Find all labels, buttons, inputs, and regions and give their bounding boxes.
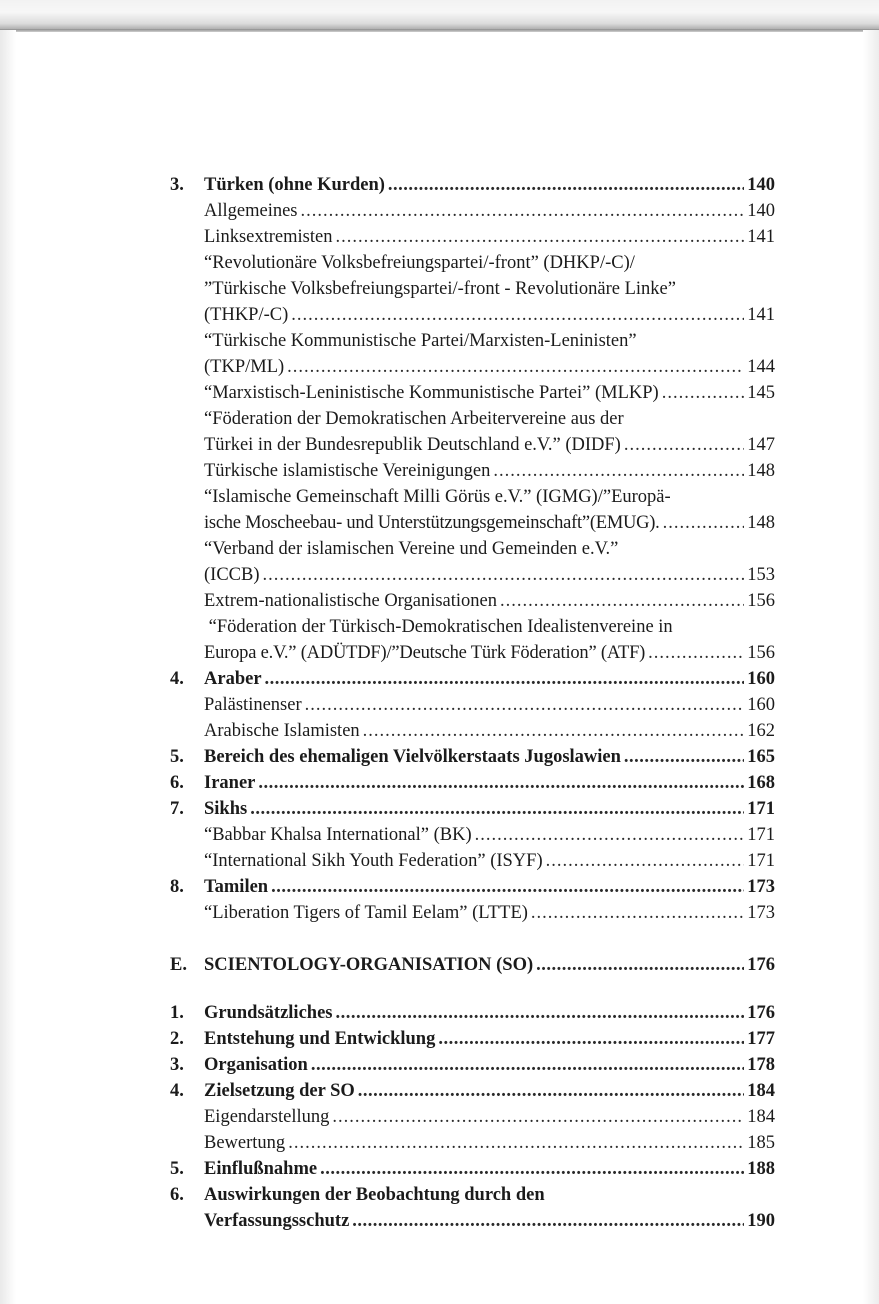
toc-title: “Islamische Gemeinschaft Milli Görüs e.V.” (IGMG)/”Europä- — [204, 487, 671, 507]
toc-page: 178 — [747, 1055, 775, 1075]
toc-page: 147 — [747, 435, 775, 455]
toc-title: Iraner — [204, 773, 256, 793]
dot-leader — [291, 302, 744, 328]
dot-leader — [500, 588, 744, 614]
toc-page: 173 — [747, 903, 775, 923]
dot-leader — [388, 172, 744, 198]
toc-page: 140 — [747, 175, 775, 195]
dot-leader — [648, 640, 744, 666]
dot-leader — [536, 952, 744, 978]
dot-leader — [271, 874, 744, 900]
toc-entry — [170, 302, 775, 328]
toc-entry-araber — [170, 666, 775, 692]
toc-page: 168 — [747, 773, 775, 793]
toc-page: 145 — [747, 383, 775, 403]
toc-number: 2. — [170, 1029, 184, 1049]
toc-title: “Föderation der Türkisch-Demokratischen Idealistenvereine in — [204, 617, 673, 637]
toc-entry — [170, 562, 775, 588]
toc-entry — [170, 692, 775, 718]
toc-entry-continued — [170, 536, 775, 562]
toc-entry-continued — [170, 276, 775, 302]
toc-page: 160 — [747, 695, 775, 715]
toc-entry — [170, 198, 775, 224]
dot-leader — [311, 1052, 744, 1078]
toc-entry-sikhs — [170, 796, 775, 822]
dot-leader — [358, 1078, 745, 1104]
toc-number: 7. — [170, 799, 184, 819]
scan-top-shadow — [0, 0, 879, 30]
toc-page: 176 — [747, 955, 775, 975]
toc-number: 3. — [170, 175, 184, 195]
toc-entry — [170, 1104, 775, 1130]
toc-page: 171 — [747, 825, 775, 845]
toc-page: 173 — [747, 877, 775, 897]
toc-entry-jugoslawien — [170, 744, 775, 770]
toc-page: 190 — [747, 1211, 775, 1231]
dot-leader — [335, 224, 744, 250]
toc-title: “Türkische Kommunistische Partei/Marxisten-Leninisten” — [204, 331, 637, 351]
toc-entry — [170, 510, 775, 536]
toc-number: E. — [170, 955, 187, 975]
toc-page: 171 — [747, 851, 775, 871]
toc-title: Verfassungsschutz — [204, 1211, 350, 1231]
dot-leader — [475, 822, 745, 848]
toc-title: Tamilen — [204, 877, 269, 897]
toc-entry-continued — [170, 614, 775, 640]
toc-title: “International Sikh Youth Federation” (ISYF) — [204, 851, 543, 871]
toc-title: Bewertung — [204, 1133, 286, 1153]
toc-page: 176 — [747, 1003, 775, 1023]
dot-leader — [320, 1156, 744, 1182]
toc-entry — [170, 432, 775, 458]
dot-leader — [332, 1104, 744, 1130]
toc-title: Grundsätzliches — [204, 1003, 333, 1023]
toc-number: 8. — [170, 877, 184, 897]
dot-leader — [263, 562, 745, 588]
toc-title: Extrem-nationalistische Organisationen — [204, 591, 498, 611]
toc-title: Zielsetzung der SO — [204, 1081, 355, 1101]
toc-page: 148 — [747, 513, 775, 533]
toc-entry-iraner — [170, 770, 775, 796]
toc-page: 185 — [747, 1133, 775, 1153]
toc-entry — [170, 588, 775, 614]
toc-entry-continued — [170, 406, 775, 432]
toc-entry — [170, 822, 775, 848]
toc-entry-continued — [170, 250, 775, 276]
toc-entry — [170, 640, 775, 666]
dot-leader — [250, 796, 744, 822]
toc-title: (TKP/ML) — [204, 357, 285, 377]
dot-leader — [493, 458, 744, 484]
scan-edge-line — [0, 29, 879, 32]
toc-entry-auswirkungen-cont — [170, 1208, 775, 1234]
toc-entry — [170, 900, 775, 926]
toc-title: Linksextremisten — [204, 227, 333, 247]
dot-leader — [662, 380, 745, 406]
toc-number: 6. — [170, 773, 184, 793]
toc-page: 177 — [747, 1029, 775, 1049]
toc-title: ische Moscheebau- und Unterstützungsgemeinschaft”(EMUG). — [204, 513, 660, 533]
toc-entry — [170, 1130, 775, 1156]
toc-title: Allgemeines — [204, 201, 298, 221]
toc-title: “Verband der islamischen Vereine und Gemeinden e.V.” — [204, 539, 619, 559]
toc-title: Türken (ohne Kurden) — [204, 175, 385, 195]
dot-leader — [287, 354, 744, 380]
toc-title: SCIENTOLOGY-ORGANISATION (SO) — [204, 955, 534, 975]
toc-page: 165 — [747, 747, 775, 767]
toc-title: (ICCB) — [204, 565, 260, 585]
toc-page: 156 — [747, 643, 775, 663]
toc-number: 6. — [170, 1185, 184, 1205]
toc-entry-organisation — [170, 1052, 775, 1078]
toc-number: 3. — [170, 1055, 184, 1075]
dot-leader — [438, 1026, 744, 1052]
toc-section-scientology — [170, 952, 775, 978]
toc-number: 4. — [170, 669, 184, 689]
toc-entry — [170, 848, 775, 874]
table-of-contents — [170, 172, 775, 1234]
dot-leader — [624, 744, 744, 770]
toc-number: 1. — [170, 1003, 184, 1023]
toc-title: Organisation — [204, 1055, 308, 1075]
dot-leader — [363, 718, 745, 744]
toc-title: “Marxistisch-Leninistische Kommunistische Partei” (MLKP) — [204, 383, 659, 403]
toc-entry-zielsetzung — [170, 1078, 775, 1104]
scan-right-shadow — [863, 30, 879, 1304]
toc-title: Einflußnahme — [204, 1159, 318, 1179]
toc-page: 171 — [747, 799, 775, 819]
toc-title: Entstehung und Entwicklung — [204, 1029, 436, 1049]
toc-page: 160 — [747, 669, 775, 689]
toc-entry-tuerken — [170, 172, 775, 198]
dot-leader — [531, 900, 744, 926]
toc-page: 184 — [747, 1107, 775, 1127]
toc-entry — [170, 458, 775, 484]
dot-leader — [624, 432, 744, 458]
dot-leader — [288, 1130, 744, 1156]
toc-page: 141 — [747, 227, 775, 247]
toc-title: “Liberation Tigers of Tamil Eelam” (LTTE) — [204, 903, 528, 923]
toc-page: 148 — [747, 461, 775, 481]
toc-entry-continued — [170, 484, 775, 510]
toc-entry — [170, 354, 775, 380]
toc-title: Auswirkungen der Beobachtung durch den — [204, 1185, 545, 1205]
toc-title: Bereich des ehemaligen Vielvölkerstaats Jugoslawien — [204, 747, 621, 767]
toc-title: “Babbar Khalsa International” (BK) — [204, 825, 472, 845]
dot-leader — [301, 198, 745, 224]
toc-entry-tamilen — [170, 874, 775, 900]
scan-left-shadow — [0, 30, 16, 1304]
toc-entry — [170, 224, 775, 250]
toc-entry — [170, 718, 775, 744]
toc-page: 156 — [747, 591, 775, 611]
toc-title: Palästinenser — [204, 695, 302, 715]
toc-title: (THKP/-C) — [204, 305, 289, 325]
toc-title: Türkei in der Bundesrepublik Deutschland e.V.” (DIDF) — [204, 435, 621, 455]
toc-page: 141 — [747, 305, 775, 325]
dot-leader — [663, 510, 745, 536]
toc-page: 144 — [747, 357, 775, 377]
toc-page: 162 — [747, 721, 775, 741]
toc-title: Sikhs — [204, 799, 248, 819]
dot-leader — [335, 1000, 744, 1026]
toc-title: ”Türkische Volksbefreiungspartei/-front - Revolutionäre Linke” — [204, 279, 676, 299]
toc-title: Arabische Islamisten — [204, 721, 360, 741]
toc-page: 140 — [747, 201, 775, 221]
toc-page: 188 — [747, 1159, 775, 1179]
toc-number: 5. — [170, 1159, 184, 1179]
toc-title: “Föderation der Demokratischen Arbeitervereine aus der — [204, 409, 624, 429]
toc-entry-entstehung — [170, 1026, 775, 1052]
toc-number: 4. — [170, 1081, 184, 1101]
toc-title: Europa e.V.” (ADÜTDF)/”Deutsche Türk Föderation” (ATF) — [204, 643, 646, 663]
toc-entry-grundsaetzliches — [170, 1000, 775, 1026]
toc-page: 153 — [747, 565, 775, 585]
toc-title: “Revolutionäre Volksbefreiungspartei/-front” (DHKP/-C)/ — [204, 253, 635, 273]
toc-entry — [170, 380, 775, 406]
dot-leader — [546, 848, 745, 874]
dot-leader — [258, 770, 744, 796]
toc-entry-einflussnahme — [170, 1156, 775, 1182]
toc-title: Türkische islamistische Vereinigungen — [204, 461, 491, 481]
toc-number: 5. — [170, 747, 184, 767]
dot-leader — [265, 666, 745, 692]
toc-title: Eigendarstellung — [204, 1107, 330, 1127]
toc-page: 184 — [747, 1081, 775, 1101]
toc-title: Araber — [204, 669, 262, 689]
toc-entry-auswirkungen — [170, 1182, 775, 1208]
dot-leader — [352, 1208, 744, 1234]
dot-leader — [305, 692, 745, 718]
toc-entry-continued — [170, 328, 775, 354]
